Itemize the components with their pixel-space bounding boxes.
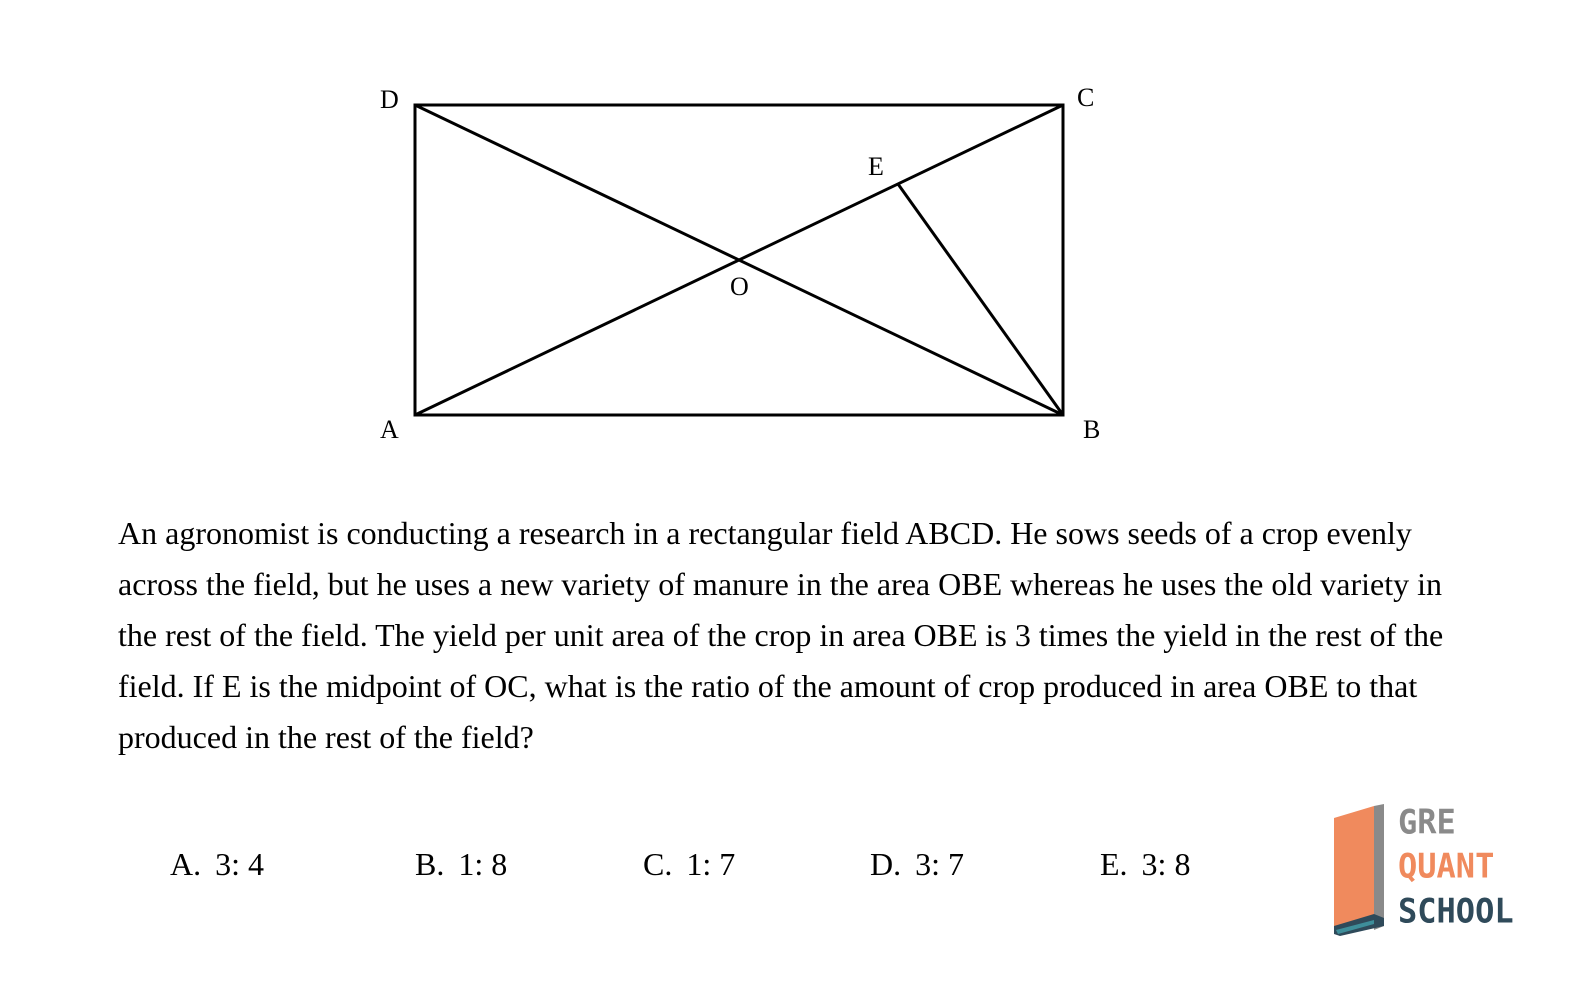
vertex-label-a: A — [380, 415, 399, 444]
segment-eb — [898, 184, 1063, 415]
logo-text-gre: GRE — [1398, 801, 1456, 842]
choice-value: 3: 4 — [215, 846, 264, 882]
choice-value: 3: 7 — [915, 846, 964, 882]
choice-value: 1: 7 — [686, 846, 736, 882]
choice-value: 1: 8 — [458, 846, 508, 882]
vertex-label-b: B — [1083, 415, 1101, 444]
vertex-label-d: D — [380, 85, 399, 114]
choice-letter: D. — [870, 846, 902, 882]
choice-letter: A. — [170, 846, 202, 882]
vertex-label-o: O — [730, 272, 749, 301]
vertex-label-c: C — [1077, 83, 1095, 112]
vertex-label-e: E — [868, 152, 884, 181]
choice-d[interactable] — [870, 840, 964, 888]
choice-letter: B. — [415, 846, 445, 882]
choice-b[interactable] — [415, 840, 507, 888]
gre-quant-school-logo — [1330, 800, 1530, 940]
choice-letter: E. — [1100, 846, 1128, 882]
book-icon — [1330, 800, 1392, 940]
logo-text-school: SCHOOL — [1398, 890, 1514, 931]
choice-value: 3: 8 — [1141, 846, 1191, 882]
question-text: An agronomist is conducting a research in a rectangular field ABCD. He sows seeds of a crop evenly across the field, but he uses a new variety of manure in the area OBE whereas he uses the old variety in the rest of the field. The yield per unit area of the crop in area OBE is 3 times the yield in the rest of the field. If E is the midpoint of OC, what is the ratio of the amount of crop produced in area OBE to that produced in the rest of the field? — [118, 515, 1444, 755]
choice-c[interactable] — [643, 840, 735, 888]
geometry-diagram — [0, 0, 1590, 480]
choice-letter: C. — [643, 846, 673, 882]
choice-e[interactable] — [1100, 840, 1190, 888]
logo-text-quant: QUANT — [1398, 845, 1495, 886]
choice-a[interactable] — [170, 840, 264, 888]
